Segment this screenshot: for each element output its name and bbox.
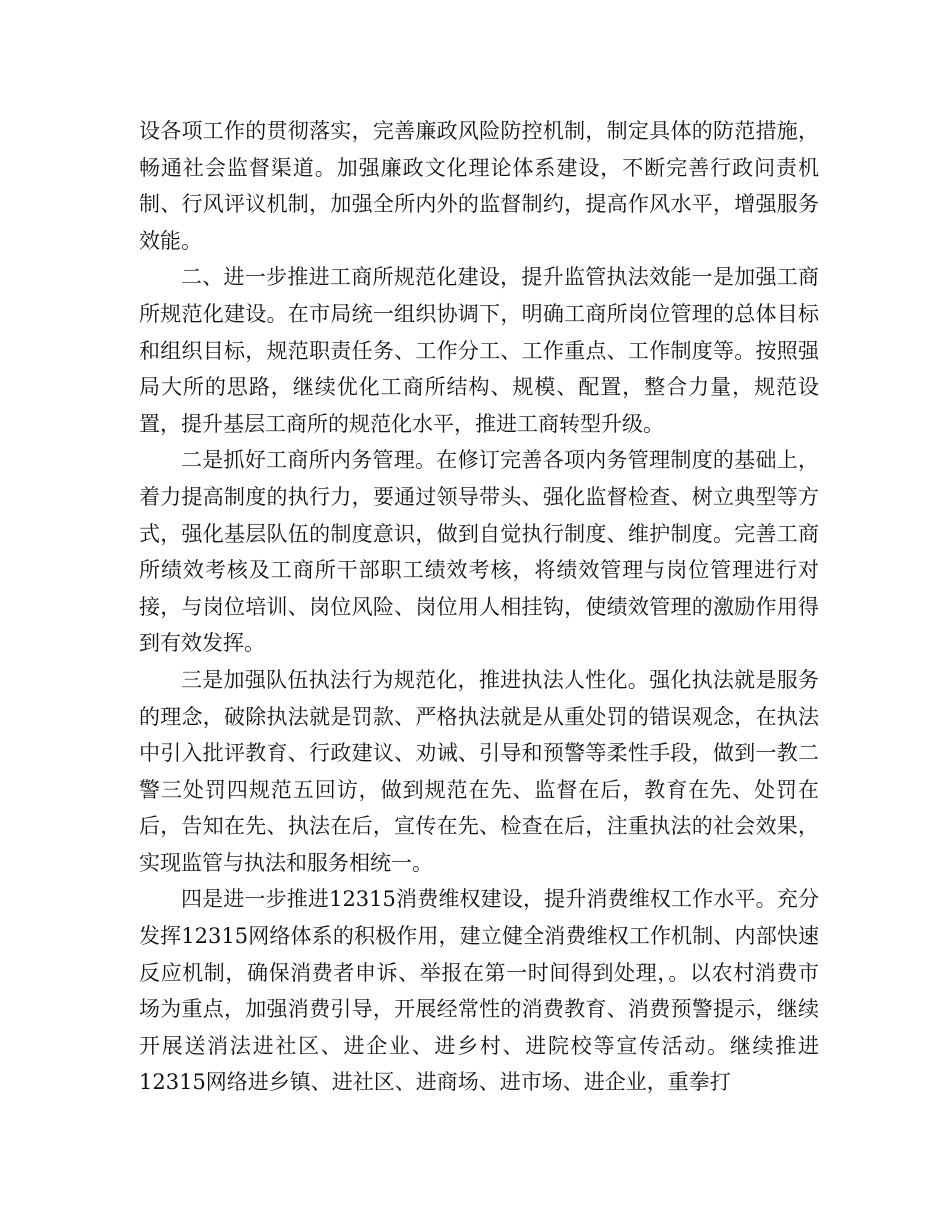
- paragraph-enforcement-standardization: 三是加强队伍执法行为规范化，推进执法人性化。强化执法就是服务的理念，破除执法就是罚款、严格执法就是从重处罚的错误观念，在执法中引入批评教育、行政建议、劝诫、引导和预警等柔性手段，做到一教二警三处罚四规范五回访，做到规范在先、监督在后，教育在先、处罚在后，告知在先、执法在后，宣传在先、检查在后，注重执法的社会效果，实现监管与执法和服务相统一。: [139, 667, 819, 875]
- document-body: [139, 113, 819, 1101]
- paragraph-section-two: 二、进一步推进工商所规范化建设，提升监管执法效能一是加强工商所规范化建设。在市局统一组织协调下，明确工商所岗位管理的总体目标和组织目标，规范职责任务、工作分工、工作重点、工作制度等。按照强局大所的思路，继续优化工商所结构、规模、配置，整合力量，规范设置，提升基层工商所的规范化水平，推进工商转型升级。: [139, 265, 819, 436]
- paragraph-internal-management: 二是抓好工商所内务管理。在修订完善各项内务管理制度的基础上，着力提高制度的执行力，要通过领导带头、强化监督检查、树立典型等方式，强化基层队伍的制度意识，做到自觉执行制度、维护制度。完善工商所绩效考核及工商所干部职工绩效考核，将绩效管理与岗位管理进行对接，与岗位培训、岗位风险、岗位用人相挂钩，使绩效管理的激励作用得到有效发挥。: [139, 448, 819, 656]
- paragraph-consumer-rights: 四是进一步推进12315消费维权建设，提升消费维权工作水平。充分发挥12315网络体系的积极作用，建立健全消费维权工作机制、内部快速反应机制，确保消费者申诉、举报在第一时间得到处理，。以农村消费市场为重点，加强消费引导，开展经常性的消费教育、消费预警提示，继续开展送消法进社区、进企业、进乡村、进院校等宣传活动。继续推进12315网络进乡镇、进社区、进商场、进市场、进企业，重拳打: [139, 887, 819, 1095]
- paragraph-continuation: 设各项工作的贯彻落实，完善廉政风险防控机制，制定具体的防范措施，畅通社会监督渠道。加强廉政文化理论体系建设，不断完善行政问责机制、行风评议机制，加强全所内外的监督制约，提高作风水平，增强服务效能。: [139, 119, 819, 253]
